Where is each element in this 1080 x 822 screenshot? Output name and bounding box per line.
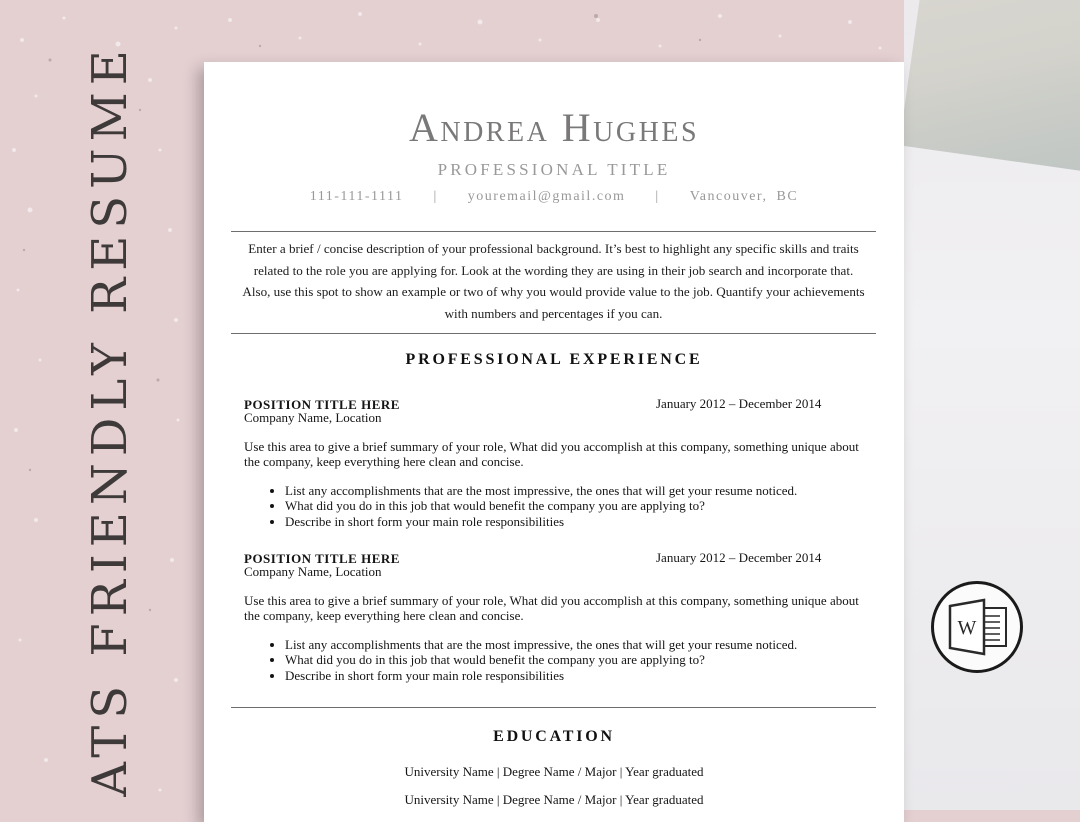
contact-separator: | (655, 189, 660, 204)
resume-page (204, 62, 904, 822)
contact-phone: 111-111-1111 (309, 189, 404, 204)
job-bullet: • Describe in short form your main role responsibilities (285, 668, 864, 683)
job-bullet: • List any accomplishments that are the most impressive, the ones that will get your resume noticed. (285, 483, 864, 498)
divider (231, 333, 876, 334)
summary-paragraph: Enter a brief / concise description of your professional background. It’s best to highlight any specific skills and traits related to the role you are applying for. Look at the wording they are using in their job search and incorporate that. Also, use this spot to show an example or two of why you would provide value to the job. Quantify your achievements with numbers and percentages if you can. (242, 241, 865, 321)
job-entry (244, 396, 864, 529)
job-position: POSITION TITLE HERE (244, 551, 400, 566)
job-bullets (244, 483, 864, 529)
job-description: Use this area to give a brief summary of your role, What did you accomplish at this company, something unique about the company, keep everything here clean and concise. (244, 439, 859, 469)
job-company: Company Name, Location (244, 564, 382, 579)
contact-line (204, 189, 904, 205)
job-dates: January 2012 – December 2014 (656, 396, 822, 411)
washi-tape-decoration (899, 0, 1080, 173)
job-bullet: • Describe in short form your main role responsibilities (285, 514, 864, 529)
job-header (244, 550, 864, 565)
job-entry (244, 550, 864, 683)
job-description: Use this area to give a brief summary of your role, What did you accomplish at this company, something unique about the company, keep everything here clean and concise. (244, 593, 859, 623)
contact-location: Vancouver, BC (689, 189, 799, 204)
contact-separator: | (433, 189, 438, 204)
job-position: POSITION TITLE HERE (244, 397, 400, 412)
word-icon-letter: W (957, 617, 977, 639)
word-format-badge (931, 581, 1023, 673)
resume-name: Andrea Hughes (408, 105, 700, 150)
education-entry: University Name | Degree Name / Major | Year graduated (404, 792, 704, 807)
contact-email: youremail@gmail.com (467, 189, 626, 204)
professional-title: PROFESSIONAL TITLE (437, 160, 671, 179)
job-bullet: • What did you do in this job that would benefit the company you are applying to? (285, 498, 864, 513)
education-heading: EDUCATION (493, 728, 615, 745)
job-header (244, 396, 864, 411)
education-entry: University Name | Degree Name / Major | Year graduated (404, 764, 704, 779)
job-bullet: • What did you do in this job that would benefit the company you are applying to? (285, 652, 864, 667)
job-bullet: • List any accomplishments that are the most impressive, the ones that will get your resume noticed. (285, 637, 864, 652)
side-banner (80, 43, 140, 797)
divider (231, 231, 876, 232)
job-company: Company Name, Location (244, 410, 382, 425)
microsoft-word-icon (934, 584, 1020, 670)
experience-heading: PROFESSIONAL EXPERIENCE (405, 351, 703, 368)
job-dates: January 2012 – December 2014 (656, 550, 822, 565)
job-bullets (244, 637, 864, 683)
side-banner-text: ATS FRIENDLY RESUME (82, 43, 139, 797)
divider (231, 707, 876, 708)
